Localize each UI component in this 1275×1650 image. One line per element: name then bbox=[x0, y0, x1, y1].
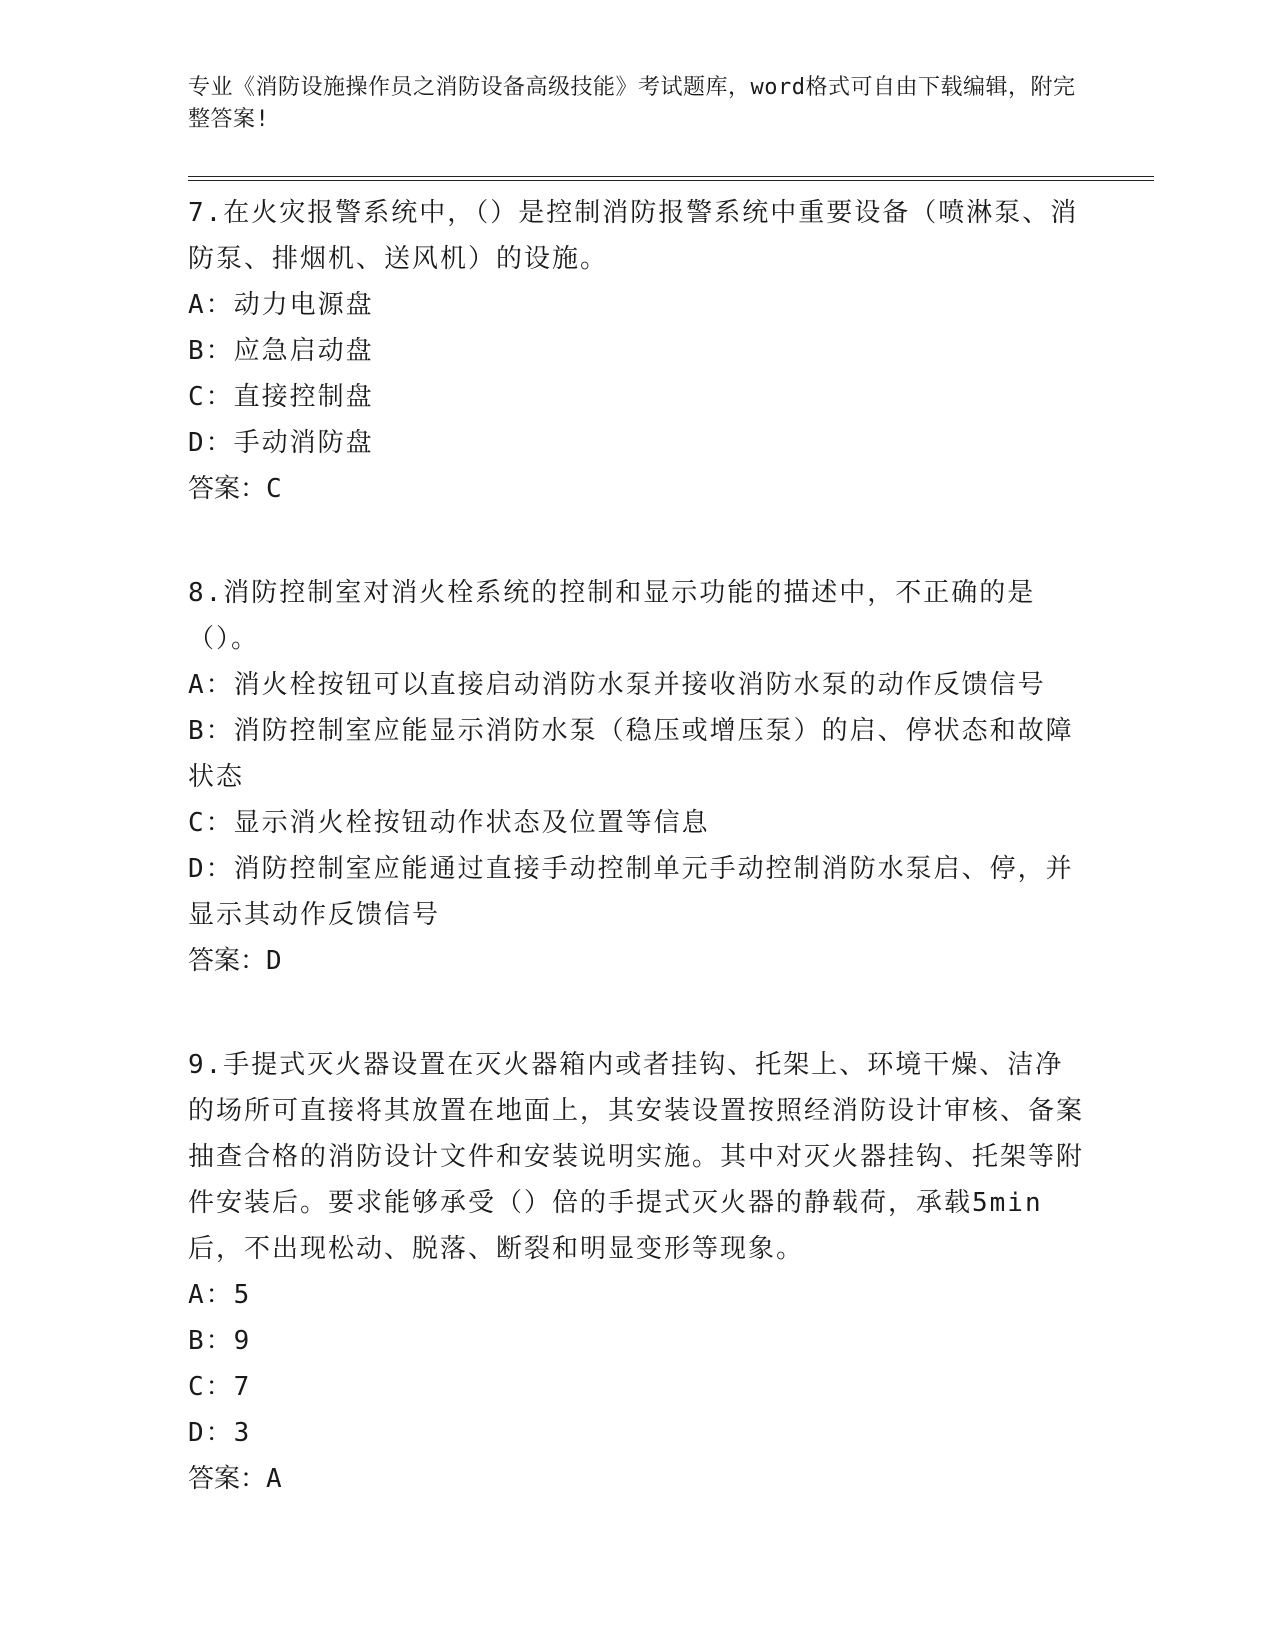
answer-value: D bbox=[266, 946, 282, 976]
document-header: 专业《消防设施操作员之消防设备高级技能》考试题库，word格式可自由下载编辑，附完整答案! bbox=[188, 75, 1076, 132]
answer-value: C bbox=[266, 474, 282, 504]
question-stem: 8.消防控制室对消火栓系统的控制和显示功能的描述中，不正确的是（）。 bbox=[188, 578, 1036, 654]
option-a: A：5 bbox=[188, 1280, 252, 1310]
answer-line bbox=[188, 466, 1088, 512]
option-a: A：动力电源盘 bbox=[188, 290, 374, 320]
header-divider bbox=[188, 176, 1154, 181]
option-a: A：消火栓按钮可以直接启动消防水泵并接收消防水泵的动作反馈信号 bbox=[188, 670, 1046, 700]
option-b: B：消防控制室应能显示消防水泵（稳压或增压泵）的启、停状态和故障状态 bbox=[188, 716, 1074, 792]
answer-label: 答案： bbox=[188, 946, 267, 976]
option-c: C：直接控制盘 bbox=[188, 382, 374, 412]
option-d: D：消防控制室应能通过直接手动控制单元手动控制消防水泵启、停，并显示其动作反馈信号 bbox=[188, 854, 1074, 930]
question-stem: 7.在火灾报警系统中，（）是控制消防报警系统中重要设备（喷淋泵、消防泵、排烟机、送风机）的设施。 bbox=[188, 198, 1079, 274]
option-c: C：显示消火栓按钮动作状态及位置等信息 bbox=[188, 808, 710, 838]
question-8 bbox=[188, 570, 1088, 984]
answer-label: 答案： bbox=[188, 1464, 267, 1494]
answer-value: A bbox=[266, 1464, 282, 1494]
option-d: D：手动消防盘 bbox=[188, 428, 374, 458]
question-list bbox=[188, 190, 1088, 1560]
question-9 bbox=[188, 1042, 1088, 1502]
question-stem: 9.手提式灭火器设置在灭火器箱内或者挂钩、托架上、环境干燥、洁净的场所可直接将其放置在地面上，其安装设置按照经消防设计审核、备案抽查合格的消防设计文件和安装说明实施。其中对灭火器挂钩、托架等附件安装后。要求能够承受（）倍的手提式灭火器的静载荷，承载5min后，不出现松动、脱落、断裂和明显变形等现象。 bbox=[188, 1050, 1085, 1264]
option-c: C：7 bbox=[188, 1372, 252, 1402]
answer-line bbox=[188, 1456, 1088, 1502]
option-d: D：3 bbox=[188, 1418, 252, 1448]
question-7 bbox=[188, 190, 1088, 512]
option-b: B：9 bbox=[188, 1326, 252, 1356]
answer-label: 答案： bbox=[188, 474, 267, 504]
answer-line bbox=[188, 938, 1088, 984]
option-b: B：应急启动盘 bbox=[188, 336, 374, 366]
